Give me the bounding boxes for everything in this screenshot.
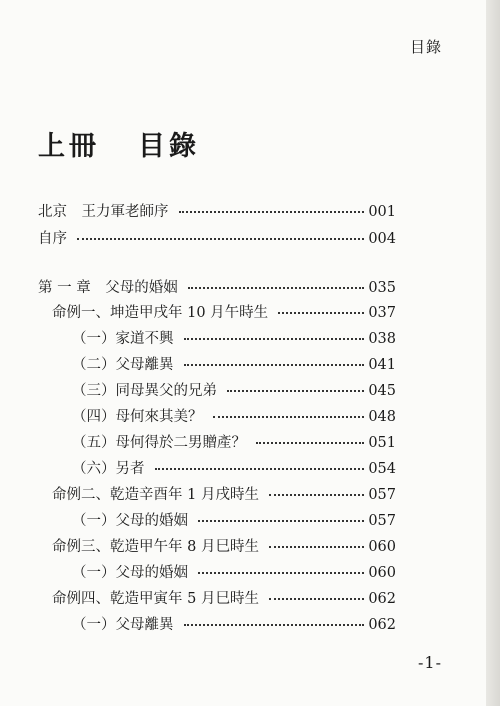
toc-entry-label: （一）父母的婚姻	[72, 513, 188, 529]
toc-entry	[72, 405, 396, 427]
toc-entry-page: 038	[368, 331, 396, 347]
dot-leader	[198, 510, 364, 522]
dot-leader	[77, 228, 364, 240]
dot-leader	[213, 406, 365, 418]
toc-entry-label: 命例二、乾造辛酉年 1 月戌時生	[52, 487, 259, 503]
toc-entry	[72, 431, 396, 453]
dot-leader	[269, 484, 364, 496]
toc-entry-page: 004	[368, 231, 396, 247]
dot-leader	[256, 432, 364, 444]
toc-entry	[72, 353, 396, 375]
dot-leader	[198, 562, 364, 574]
dot-leader	[184, 328, 365, 340]
toc-entry-page: 057	[368, 487, 396, 503]
dot-leader	[227, 380, 364, 392]
toc-entry	[38, 276, 396, 298]
toc-entry-label: （一）父母離異	[72, 617, 174, 633]
toc-entry-label: （二）父母離異	[72, 357, 174, 373]
toc-entry	[52, 587, 396, 609]
toc-entry-page: 045	[368, 383, 396, 399]
toc-entry-page: 054	[368, 461, 396, 477]
toc-entry-page: 060	[368, 539, 396, 555]
toc-entry	[72, 379, 396, 401]
toc-entry-label: 第 一 章 父母的婚姻	[38, 280, 178, 296]
toc-entry	[72, 561, 396, 583]
dot-leader	[184, 614, 365, 626]
dot-leader	[269, 588, 364, 600]
toc-entry-label: （六）另者	[72, 461, 145, 477]
toc-entry	[38, 227, 396, 249]
toc-entry	[52, 535, 396, 557]
contents-heading: 目錄	[138, 131, 200, 162]
toc-entry	[72, 457, 396, 479]
page-edge-shadow	[486, 0, 500, 706]
toc-entry-label: 自序	[38, 231, 67, 247]
dot-leader	[188, 277, 365, 289]
toc-entry-page: 060	[368, 565, 396, 581]
dot-leader	[155, 458, 365, 470]
toc-entry	[72, 613, 396, 635]
toc-entry-page: 041	[368, 357, 396, 373]
volume-title: 上冊	[38, 131, 100, 162]
toc-entry-page: 062	[368, 591, 396, 607]
toc-entry-label: （一）父母的婚姻	[72, 565, 188, 581]
toc-entry-label: 命例一、坤造甲戌年 10 月午時生	[52, 305, 269, 321]
toc-entry	[72, 327, 396, 349]
toc-entry-page: 001	[368, 204, 396, 220]
toc-entry-label: 北京 王力軍老師序	[38, 204, 169, 220]
page-title	[38, 124, 200, 163]
toc-entry-label: （五）母何得於二男贈產？	[72, 435, 246, 451]
toc-entry-label: （四）母何來其美？	[72, 409, 203, 425]
toc-entry-page: 037	[368, 305, 396, 321]
toc-entry-label: （一）家道不興	[72, 331, 174, 347]
running-header: 目錄	[409, 38, 442, 56]
toc-entry	[72, 509, 396, 531]
toc-entry	[52, 483, 396, 505]
dot-leader	[179, 201, 365, 213]
toc-entry	[52, 301, 396, 323]
toc-entry-label: （三）同母異父的兄弟	[72, 383, 217, 399]
dot-leader	[269, 536, 364, 548]
dot-leader	[184, 354, 365, 366]
toc-entry-page: 057	[368, 513, 396, 529]
toc-entry-page: 062	[368, 617, 396, 633]
dot-leader	[278, 302, 364, 314]
toc-entry-page: 051	[368, 435, 396, 451]
toc-entry-page: 035	[368, 280, 396, 296]
page-number: -1-	[418, 653, 442, 672]
toc-entry	[38, 200, 396, 222]
toc-entry-label: 命例四、乾造甲寅年 5 月巳時生	[52, 591, 259, 607]
toc-entry-page: 048	[368, 409, 396, 425]
toc-entry-label: 命例三、乾造甲午年 8 月巳時生	[52, 539, 259, 555]
